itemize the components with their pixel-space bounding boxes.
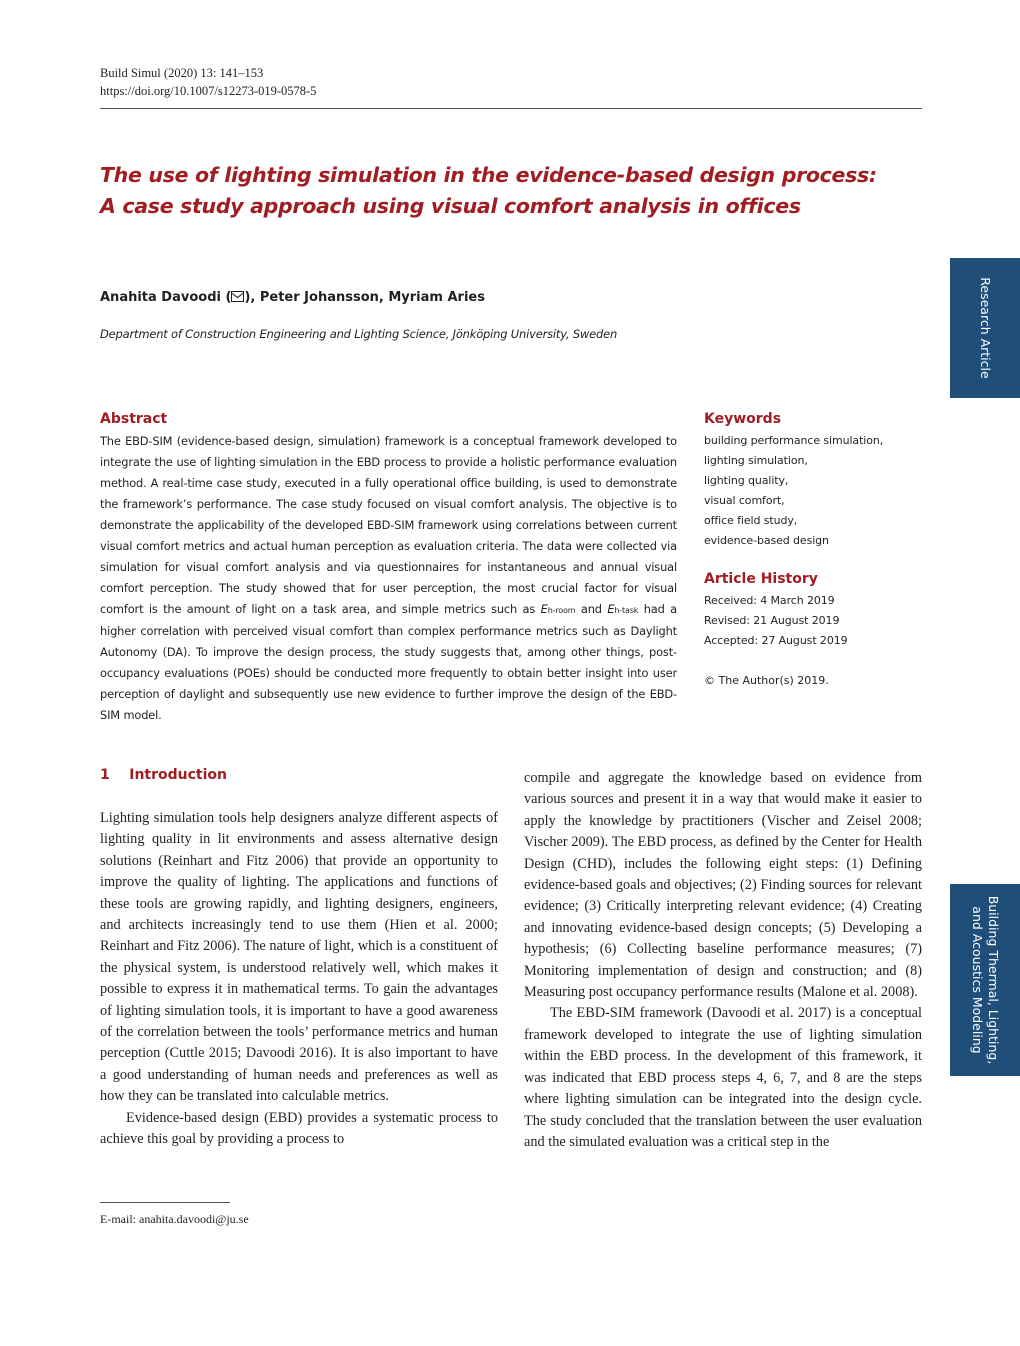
accepted-date: Accepted: 27 August 2019 — [704, 634, 848, 647]
journal-section-line-2: and Acoustics Modeling — [970, 906, 985, 1054]
keyword-item: building performance simulation, — [704, 434, 884, 447]
journal-citation — [100, 64, 922, 82]
journal-header — [100, 64, 922, 100]
corresponding-email[interactable]: E-mail: anahita.davoodi@ju.se — [100, 1212, 249, 1226]
journal-section-tab — [950, 884, 1020, 1076]
envelope-icon[interactable] — [231, 291, 244, 302]
e-symbol-2: E — [607, 602, 615, 616]
keyword-item: office field study, — [704, 514, 798, 527]
keywords-list — [704, 431, 883, 551]
abstract-part-1: The EBD-SIM (evidence-based design, simulation) framework is a conceptual framework developed to integrate the use of lighting simulation in the EBD process to provide a holistic performance evaluation method. A real-time case study, executed in a fully operational office building, is used to demonstrate the framework’s performance. The case study focused on visual comfort analysis. The objective is to demonstrate the applicability of the developed EBD-SIM framework using correlations between current visual comfort metrics and actual human perception as evaluation criteria. The data were collected via simulation for visual comfort analysis and via questionnaires for instantaneous and annual visual comfort perception. The study showed that for user perception, the most crucial factor for visual comfort is the amount of light on a task area, and simple metrics such as — [100, 434, 677, 616]
author-list — [100, 290, 485, 305]
copyright-notice: © The Author(s) 2019. — [704, 674, 829, 687]
keyword-item: visual comfort, — [704, 494, 785, 507]
journal-section-line-1: Building Thermal, Lighting, — [986, 895, 1001, 1065]
article-history-list — [704, 591, 848, 651]
introduction-heading: 1 Introduction — [100, 767, 227, 783]
doi-link[interactable]: https://doi.org/10.1007/s12273-019-0578-5 — [100, 84, 317, 98]
article-type-tab — [950, 258, 1020, 398]
keyword-item: lighting quality, — [704, 474, 789, 487]
keyword-item: evidence-based design — [704, 534, 829, 547]
journal-section-label — [969, 896, 1001, 1065]
author-first: Anahita Davoodi ( — [100, 290, 232, 305]
article-history-heading: Article History — [704, 571, 818, 587]
e-symbol-1: E — [540, 602, 548, 616]
revised-date: Revised: 21 August 2019 — [704, 614, 840, 627]
intro-paragraph-3: compile and aggregate the knowledge based on evidence from various sources and present it in a way that would make it easier to apply the knowledge by practitioners (Vischer and Zeisel 2008; Vischer 2009). The EBD process, as defined by the Center for Health Design (CHD), includes the following eight steps: (1) Defining evidence-based goals and objectives; (2) Finding sources for relevant evidence; (3) Critically interpreting relevant evidence; (4) Creating and innovating evidence-based design concepts; (5) Developing a hypothesis; (6) Collecting baseline performance measures; (7) Monitoring implementation of design and construction; and (8) Measuring post occupancy performance results (Malone et al. 2008). — [524, 770, 922, 1001]
header-divider — [100, 108, 922, 109]
title-line-2: A case study approach using visual comfort analysis in offices — [100, 194, 801, 218]
journal-volume-pages: (2020) 13: 141–153 — [163, 66, 264, 80]
article-title — [100, 160, 940, 222]
subscript-h-room: h-room — [547, 606, 576, 615]
author-rest: ), Peter Johansson, Myriam Aries — [244, 290, 485, 305]
intro-paragraph-4: The EBD-SIM framework (Davoodi et al. 2017) is a conceptual framework developed to integrate the use of lighting simulation within the EBD process. In the development of this framework, it was indicated that EBD process steps 4, 6, 7, and 8 are the steps where lighting simulation can be integrated into the design cycle. The study concluded that the translation between the user evaluation and the simulated evaluation was a critical step in the — [524, 1005, 922, 1150]
keywords-heading: Keywords — [704, 411, 782, 427]
article-type-label: Research Article — [978, 277, 993, 379]
abstract-body — [100, 431, 677, 726]
journal-name: Build Simul — [100, 66, 161, 80]
body-column-right — [524, 768, 922, 1153]
intro-paragraph-1: Lighting simulation tools help designers analyze different aspects of lighting quality in lit environments and assess alternative design solutions (Reinhart and Fitz 2006) that provide an opportunity to improve the quality of lighting. The applications and functions of these tools are growing rapidly, and lighting designers, engineers, and architects increasingly tend to use them (Hien et al. 2000; Reinhart and Fitz 2006). The nature of light, which is a constituent of the physical system, is understood relatively well, which makes it possible to express it in mathematical terms. To gain the advantages of lighting simulation tools, it is important to have a good awareness of the correlation between the tools’ performance metrics and human perception (Cuttle 2015; Davoodi 2016). It is also important to have a good understanding of human needs and preferences as well as how they can be translated into calculable metrics. — [100, 810, 498, 1105]
footnote-divider — [100, 1202, 230, 1203]
keyword-item: lighting simulation, — [704, 454, 808, 467]
intro-paragraph-2: Evidence-based design (EBD) provides a systematic process to achieve this goal by providing a process to — [100, 1109, 498, 1148]
affiliation: Department of Construction Engineering and Lighting Science, Jönköping University, Sweden — [100, 327, 618, 341]
received-date: Received: 4 March 2019 — [704, 594, 835, 607]
title-line-1: The use of lighting simulation in the evidence-based design process: — [100, 163, 877, 187]
abstract-part-2: had a higher correlation with perceived visual comfort than complex performance metrics such as Daylight Autonomy (DA). To improve the design process, the study suggests that, among other things, post-occupancy evaluations (POEs) should be conducted more frequently to obtain better insight into user perception of daylight and subsequently use new evidence to further improve the design of the EBD-SIM model. — [100, 602, 677, 722]
subscript-h-task: h-task — [614, 606, 639, 615]
body-column-left — [100, 808, 498, 1151]
abstract-heading: Abstract — [100, 411, 168, 427]
abstract-and: and — [575, 602, 608, 616]
